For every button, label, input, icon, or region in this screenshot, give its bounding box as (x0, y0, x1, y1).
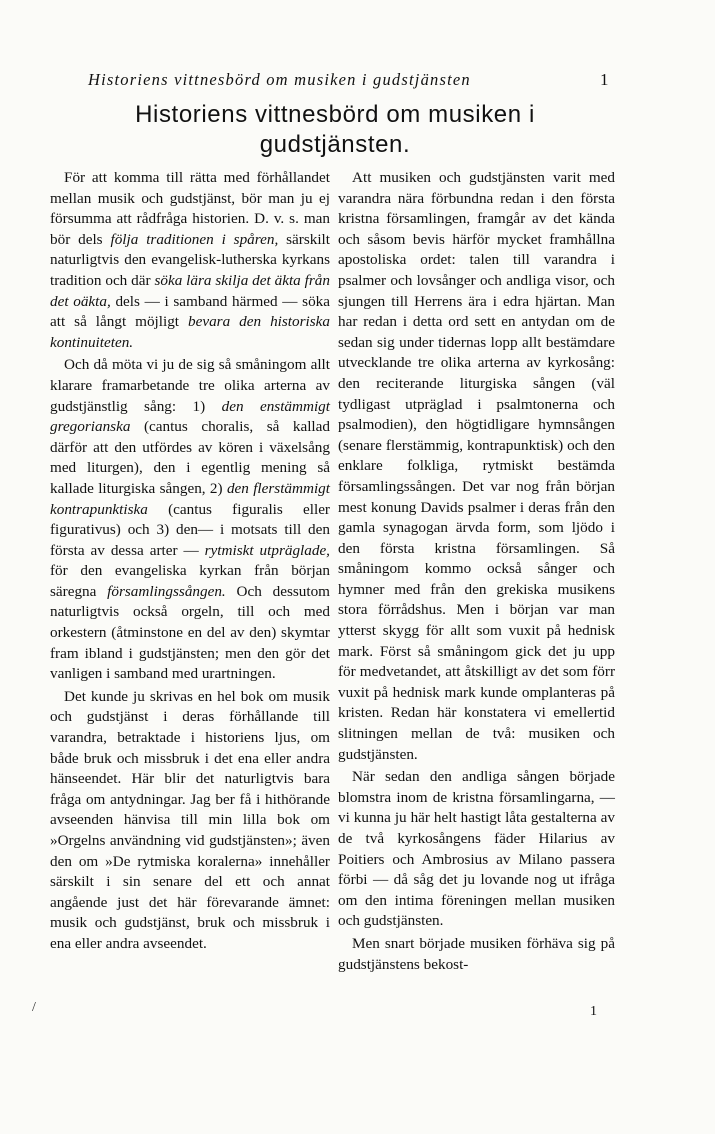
running-header-page-number: 1 (600, 70, 609, 89)
left-column (50, 168, 330, 955)
paragraph: Och då möta vi ju de sig så småningom allt klarare framarbetande tre olika arterna av gudstjänstlig sång: 1) den enstämmigt gregorianska (cantus choralis, så kallad därför att den utfördes av kören i växelsång med liturgen), den i egentlig mening så kallade liturgiska sången, 2) den flerstämmigt kontrapunktiska (cantus figuralis eller figurativus) och 3) den— i motsats till den första av dessa arter — rytmiskt utpräglade, för den evangeliska kyrkan från början säregna församlingssången. Och dessutom naturligtvis också orgeln, till och med orkestern (åtminstone en del av den) skymtar fram ibland i gudstjänsten; men den gör det vanligen i samband med urartningen. (50, 356, 330, 683)
paragraph: För att komma till rätta med förhållandet mellan musik och gudstjänst, bör man ju ej försumma att rådfråga historien. D. v. s. man bör dels följa traditionen i spåren, särskilt naturligtvis den evangelisk-lutherska kyrkans tradition och där söka lära skilja det äkta från det oäkta, dels — i samband härmed — söka att så långt möjligt bevara den historiska kontinuiteten. (50, 169, 330, 351)
article-title: Historiens vittnesbörd om musiken i gudstjänsten. (135, 101, 535, 158)
right-column (338, 168, 615, 975)
paragraph: Att musiken och gudstjänsten varit med varandra nära förbundna redan i den första kristna församlingen, framgår av det kända och såsom bevis härför mycket framhållna apostoliska ordet: talen till varandra i psalmer och lovsånger och andliga visor, och sjungen till Herrens ära i edra hjärtan. Man har redan i detta ord sett en antydan om de sedan sig under tidernas lopp allt bestämdare utvecklande tre olika arterna av kyrkosång: den reciterande liturgiska sången (väl tydligast utpräglad i psalmtonerna och psalmodien), den högtidligare hymnsången (senare flerstämmig, kontrapunktisk) och den enklare folkliga, rytmiskt bestämda församlingssången. Det var nog från början mest konung Davids psalmer i deras från den gamla synagogan ärvda form, som ljödo i den första kristna församlingen. Så småningom kommo också sånger och hymner med från den grekiska musikens stora förrådshus. Men i början var man ytterst skygg för allt som vuxit på hednisk mark. Först så småningom gick det ju upp för medvetandet, att åtskilligt av det som förr vuxit på hednisk mark kunde omplanteras på kristen. Redan här konstatera vi emellertid slitningen mellan de två: musiken och gudstjänsten. (338, 169, 615, 763)
paragraph: Men snart började musiken förhäva sig på gudstjänstens bekost- (338, 934, 615, 973)
paragraph: När sedan den andliga sången började blomstra inom de kristna församlingarna, — vi kunna ju här helt hastigt låta gestalterna av de två kyrkosångens fäder Hilarius av Poitiers och Ambrosius av Milano passera förbi — då såg det ju lovande nog ut ifråga om den intima föreningen mellan musiken och gudstjänsten. (338, 768, 615, 930)
paragraph: Det kunde ju skrivas en hel bok om musik och gudstjänst i deras förhållande till varandra, betraktade i historiens ljus, om både bruk och missbruk i det ena eller andra hänseendet. Här blir det naturligtvis bara fråga om antydningar. Jag ber få i hithörande avseenden hänvisa till min lilla bok om »Orgelns användning vid gudstjänsten»; även den om »De rytmiska koralerna» innehåller särskilt i sin senare del ett och annat angående just det här förevarande ämnet: musik och gudstjänst, bruk och missbruk i ena eller andra avseendet. (50, 687, 330, 952)
running-header-title: Historiens vittnesbörd om musiken i gudstjänsten (88, 70, 471, 89)
margin-mark: / (32, 1000, 36, 1015)
footer-page-number: 1 (590, 1004, 597, 1019)
